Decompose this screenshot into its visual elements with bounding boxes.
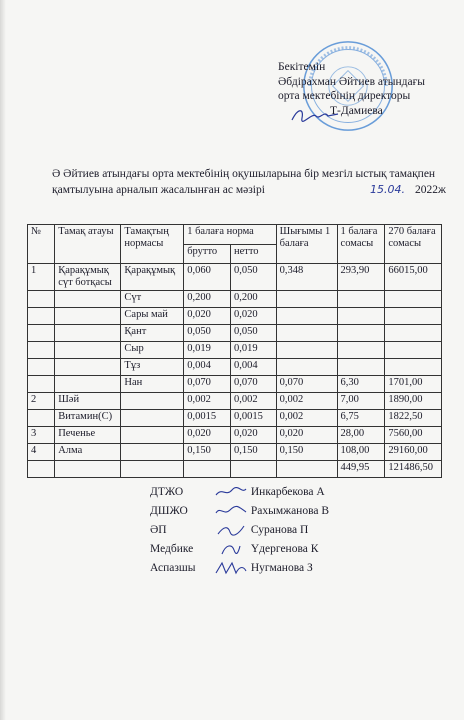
cell-netto: 0,0015: [230, 410, 276, 427]
menu-date: [370, 182, 446, 198]
cell-no: 1: [28, 264, 55, 291]
cell-expense: 0,002: [276, 393, 337, 410]
total-sum1: 449,95: [337, 461, 385, 478]
cell-sum1: [337, 325, 385, 342]
menu-date-handwritten: 15.04.: [370, 183, 405, 196]
cell-no: [28, 410, 55, 427]
header-dish: Тамақ атауы: [55, 225, 121, 264]
cell-brutto: 0,060: [184, 264, 231, 291]
cell-ingredient: [121, 427, 184, 444]
menu-title-text: Ә Әйтиев атындағы орта мектебінің оқушыларына бір мезгіл ыстық тамақпен қамтылуына арналып жасалынған ас мәзірі: [52, 168, 436, 196]
cell-sum270: 7560,00: [385, 427, 442, 444]
cell-sum270: 1890,00: [385, 393, 442, 410]
header-child-norm: 1 балаға норма: [184, 225, 276, 245]
cell-expense: [276, 359, 337, 376]
cell-sum1: 108,00: [337, 444, 385, 461]
cell-expense: 0,070: [276, 376, 337, 393]
cell-dish: [55, 308, 121, 325]
signature-icon: [214, 485, 248, 499]
cell-dish: Шәй: [55, 393, 121, 410]
cell-dish: [55, 291, 121, 308]
cell-sum270: [385, 325, 442, 342]
cell-no: [28, 359, 55, 376]
table-row: [28, 325, 442, 342]
cell-ingredient: Қарақұмық: [121, 264, 184, 291]
staff-name: Инкарбекова А: [250, 486, 325, 498]
cell-brutto: 0,002: [184, 393, 231, 410]
table-row: [28, 376, 442, 393]
approval-director-name: Т-Дамиева: [330, 104, 383, 117]
cell-sum1: [337, 342, 385, 359]
total-sum270: 121486,50: [385, 461, 442, 478]
cell-expense: [276, 291, 337, 308]
cell-dish: [55, 325, 121, 342]
header-no: №: [28, 225, 55, 264]
cell-sum1: [337, 308, 385, 325]
header-sum1: 1 балаға сомасы: [337, 225, 385, 264]
cell-brutto: 0,050: [184, 325, 231, 342]
header-norm: Тамақтың нормасы: [121, 225, 184, 264]
staff-row: [150, 483, 329, 502]
cell-brutto: 0,019: [184, 342, 231, 359]
table-row: [28, 342, 442, 359]
cell-netto: 0,020: [230, 308, 276, 325]
cell-sum1: 7,00: [337, 393, 385, 410]
cell-sum270: 1822,50: [385, 410, 442, 427]
cell-dish: Печенье: [55, 427, 121, 444]
table-row: [28, 393, 442, 410]
menu-title: [52, 166, 452, 198]
approval-title: Бекітемін: [278, 61, 326, 73]
cell-brutto: 0,070: [184, 376, 231, 393]
cell-dish: Қарақұмық сүт ботқасы: [55, 264, 121, 291]
header-brutto: брутто: [184, 244, 231, 264]
cell-expense: [276, 325, 337, 342]
signature-icon: [214, 504, 248, 518]
cell-netto: 0,050: [230, 325, 276, 342]
cell-dish: [55, 342, 121, 359]
page-edge-shadow: [0, 0, 6, 720]
staff-position: ДТЖО: [150, 486, 184, 498]
cell-sum270: [385, 308, 442, 325]
approval-position: орта мектебінің директоры: [278, 90, 411, 102]
cell-sum270: [385, 359, 442, 376]
cell-sum1: 6,30: [337, 376, 385, 393]
cell-no: [28, 308, 55, 325]
cell-brutto: 0,200: [184, 291, 231, 308]
cell-brutto: 0,004: [184, 359, 231, 376]
staff-position: ДШЖО: [150, 505, 188, 517]
cell-no: 4: [28, 444, 55, 461]
cell-expense: [276, 342, 337, 359]
table-row: [28, 308, 442, 325]
cell-ingredient: Қант: [121, 325, 184, 342]
cell-ingredient: [121, 410, 184, 427]
cell-dish: [55, 376, 121, 393]
cell-sum1: 6,75: [337, 410, 385, 427]
staff-name: Рахымжанова В: [250, 505, 330, 517]
staff-position: Аспазшы: [150, 562, 196, 574]
cell-no: 3: [28, 427, 55, 444]
cell-ingredient: [121, 444, 184, 461]
cell-expense: 0,348: [276, 264, 337, 291]
cell-dish: [55, 359, 121, 376]
cell-dish: Алма: [55, 444, 121, 461]
cell-ingredient: [121, 393, 184, 410]
cell-netto: 0,150: [230, 444, 276, 461]
cell-netto: 0,020: [230, 427, 276, 444]
cell-ingredient: Тұз: [121, 359, 184, 376]
cell-netto: 0,070: [230, 376, 276, 393]
staff-position: ӘП: [150, 524, 167, 536]
staff-row: [150, 502, 329, 521]
header-expense: Шығымы 1 балаға: [276, 225, 337, 264]
cell-sum1: 293,90: [337, 264, 385, 291]
menu-table-body: [28, 264, 442, 461]
cell-expense: 0,020: [276, 427, 337, 444]
cell-sum270: [385, 291, 442, 308]
approval-school: Әбдірахман Әйтиев атындағы: [278, 75, 426, 88]
cell-no: [28, 342, 55, 359]
cell-no: [28, 376, 55, 393]
cell-ingredient: Сыр: [121, 342, 184, 359]
signature-icon: [214, 561, 248, 575]
cell-expense: [276, 308, 337, 325]
cell-ingredient: Сүт: [121, 291, 184, 308]
cell-ingredient: Сары май: [121, 308, 184, 325]
cell-sum1: [337, 291, 385, 308]
table-row: [28, 444, 442, 461]
staff-row: [150, 540, 329, 559]
cell-brutto: 0,150: [184, 444, 231, 461]
director-signature: [290, 104, 340, 126]
table-total-row: [28, 461, 442, 478]
cell-sum270: 1701,00: [385, 376, 442, 393]
staff-position: Медбике: [150, 543, 194, 555]
menu-date-year: 2022ж: [415, 184, 446, 196]
staff-name: Нугманова З: [250, 562, 313, 574]
cell-netto: 0,019: [230, 342, 276, 359]
cell-brutto: 0,020: [184, 308, 231, 325]
cell-sum270: 66015,00: [385, 264, 442, 291]
signature-icon: [214, 542, 248, 556]
staff-signatures: [150, 483, 329, 578]
staff-row: [150, 521, 329, 540]
signature-icon: [214, 523, 248, 537]
table-row: [28, 427, 442, 444]
cell-no: [28, 291, 55, 308]
cell-sum270: 29160,00: [385, 444, 442, 461]
cell-dish: Витамин(С): [55, 410, 121, 427]
staff-name: Суранова П: [250, 524, 309, 536]
table-row: [28, 359, 442, 376]
cell-sum1: 28,00: [337, 427, 385, 444]
cell-sum1: [337, 359, 385, 376]
cell-expense: 0,150: [276, 444, 337, 461]
table-header-row: [28, 225, 442, 245]
staff-name: Үдергенова К: [250, 543, 319, 555]
header-netto: нетто: [230, 244, 276, 264]
staff-row: [150, 559, 329, 578]
cell-brutto: 0,020: [184, 427, 231, 444]
menu-table: [27, 224, 442, 478]
table-row: [28, 291, 442, 308]
cell-sum270: [385, 342, 442, 359]
cell-netto: 0,004: [230, 359, 276, 376]
cell-ingredient: Нан: [121, 376, 184, 393]
cell-expense: 0,002: [276, 410, 337, 427]
cell-netto: 0,050: [230, 264, 276, 291]
header-sum270: 270 балаға сомасы: [385, 225, 442, 264]
table-row: [28, 264, 442, 291]
cell-netto: 0,002: [230, 393, 276, 410]
cell-brutto: 0,0015: [184, 410, 231, 427]
table-row: [28, 410, 442, 427]
cell-netto: 0,200: [230, 291, 276, 308]
cell-no: [28, 325, 55, 342]
cell-no: 2: [28, 393, 55, 410]
